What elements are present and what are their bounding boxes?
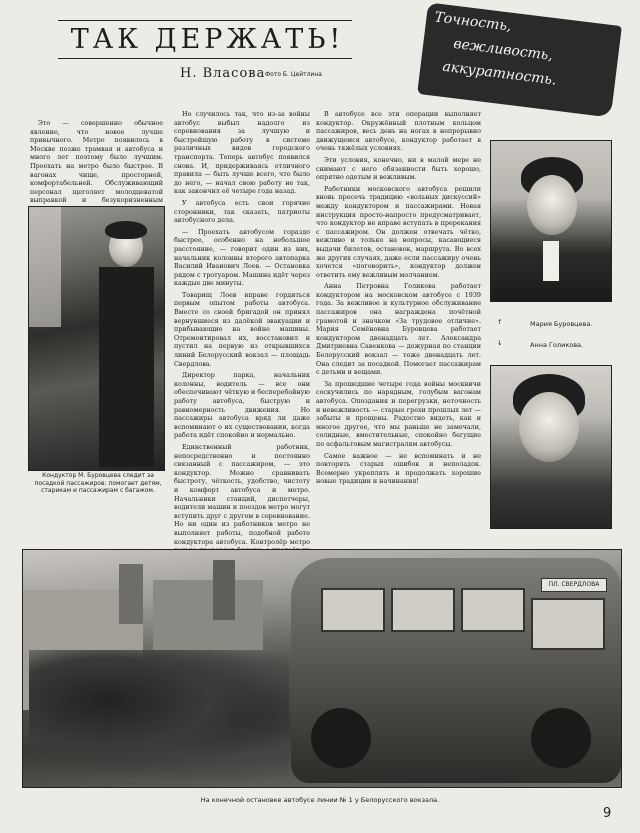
column-2	[174, 110, 310, 575]
slogan-line-3: аккуратность.	[441, 58, 558, 89]
bottom-photo-caption: На конечной остановке автобусе линии № 1 у Белорусского вокзала.	[200, 796, 440, 804]
paragraph: Эти условия, конечно, ни в малой мере не снимают с него обязанности быть хорошо, опрятно одетым и вежливым.	[316, 155, 481, 182]
paragraph: Но случилось так, что из-за войны автобус выбыл надолго из соревнования за лучшую и быстрейшую работу в системе различных видов городского транспорта. Теперь автобус появился снова. И, придерживаясь отличного правила — быть лучше всего, что было до него, — начал свою работу не так, как закончил её четыре года назад.	[174, 110, 310, 196]
column-3	[316, 110, 481, 489]
portrait-bottom-name: Анна Голикова.	[530, 341, 584, 349]
conductor-photo-caption: Кондуктор М. Буровцева следит за посадкой пассажиров: помогает детям, старикам и пассажирам с багажом.	[34, 472, 162, 494]
bus-destination-sign: ПЛ. СВЕРДЛОВА	[541, 578, 607, 592]
photo-credit: Фото Б. Цейтлина	[265, 71, 322, 78]
slogan-line-2: вежливость,	[452, 35, 554, 64]
portrait-golikova	[490, 365, 612, 529]
slogan-line-1: Точность,	[433, 9, 513, 35]
paragraph: Анна Петровна Голикова работает кондуктором на московском автобусе с 1939 года. За вежливое и культурное обслуживание пассажиров она награждена почётной грамотой и значком «За трудовое отличие». Мария Семёновна Буровцева работает кондуктором двенадцать лет. Александра Дмитриевна Савенкова — дежурная по станции Белорусский вокзал — тоже двенадцать лет. Она следит за посадкой. Помогает пассажирам с детьми и вещами.	[316, 282, 481, 377]
slogan-banner	[417, 2, 622, 117]
paragraph: Это — совершенно обычное явление, что новое лучше привычного. Метро появилось в Москве позже трамвая и автобуса и много лет поэтому было лучшим. Проехать на метро было быстрее. В вагонах чище, просторней, комфортабельней. Обслуживающий персонал щеголяет молодцеватой выправкой и безукоризненным	[30, 119, 163, 205]
portrait-bottom-arrow: ↓	[497, 339, 503, 347]
portrait-top-name: Мария Буровцева.	[530, 320, 593, 328]
article-title: ТАК ДЕРЖАТЬ!	[70, 24, 345, 55]
page-number: 9	[603, 806, 612, 821]
article-author: Н. Власова	[180, 66, 266, 81]
header-bottom-rule	[58, 58, 352, 59]
bus-station-photo	[22, 549, 622, 788]
conductor-photo	[28, 206, 165, 471]
portrait-top-arrow: ↑	[497, 318, 503, 326]
paragraph: — Проехать автобусом гораздо быстрее, особенно на небольшое расстояние, — говорит один из них, начальник колонны второго автопарка Василий Иванович Лоев. — Остановка рядом с тротуаром. Машина идёт через каждые две минуты.	[174, 227, 310, 288]
column-1	[30, 119, 163, 217]
portrait-burovtseva	[490, 140, 612, 302]
bus	[291, 558, 621, 783]
paragraph: Товарищ Лоев вправе гордиться первым опытом работы автобуса. Вместе со своей бригадой он принял вернувшиеся из далёкой эвакуации и прибывающие на войне машины. Отремонтировал их, восстановил и пустил на первую из открывшихся линий Белорусский вокзал — площадь Свердлова.	[174, 290, 310, 368]
paragraph: Единственный работник, непосредственно и постоянно связанный с пассажиром, — это кондуктор. Можно сравнивать быстроту, чёткость, удобство, чистоту и комфорт автобуса и метро. Начальники станций, диспетчеры, водители машин и поездов метро могут вступить друг с другом в соревнование. Но ни один из работников метро не выполняет работы, подобной работе кондуктора автобуса. Контролёр метро	[174, 442, 310, 546]
header-top-rule	[58, 20, 352, 21]
paragraph: У автобуса есть свои горячие сторонники, так сказать, патриоты автобусного дела.	[174, 198, 310, 225]
paragraph: В автобусе все эти операции выполняет кондуктор. Окружённый плотным кольцом пассажиров, весь день на ногах в непрерывно движущемся автобусе, кондуктор работает в очень тяжёлых условиях.	[316, 110, 481, 153]
paragraph: За прошедшие четыре года войны москвичи соскучились по нарядным, голубым вагонам автобуса. Опоздания и перегрузки, неточность и невежливость — старые грехи прошлых лет — забыты и прощены. Радостно видеть, как и многое другое, что мы раньше не замечали, солидные, вместительные, спокойно бегущие по асфальтовым магистралям автобусы.	[316, 379, 481, 448]
paragraph: Самое важное — не вспоминать и не повторять старых ошибок и неполадок. Всемерно укреплять и продолжать хорошие новые традиции и начинания!	[316, 451, 481, 486]
paragraph: Директор парка, начальник колонны, водитель — все они обеспечивают чёткую и бесперебойную работу автобуса, быструю и равномерность движения. Но пассажиры автобуса вряд ли даже вспоминают о их существовании, когда работа идёт спокойно и нормально.	[174, 371, 310, 440]
paragraph: Работники московского автобуса решили вновь пресечь традицию «вольных дискуссий» между кондуктором и пассажирами. Новая инструкция просто-напросто предусматривает, что кондуктор не вправе вступать в пререкания с пассажиром. Он должен отвечать чётко, вежливо и только на вопросы, касающиеся выдачи билетов, остановок, маршрута. Во всех же других случаях, даже если пассажиру очень хочется «поговорить», кондуктор должен ответить ему вежливым молчанием.	[316, 184, 481, 279]
